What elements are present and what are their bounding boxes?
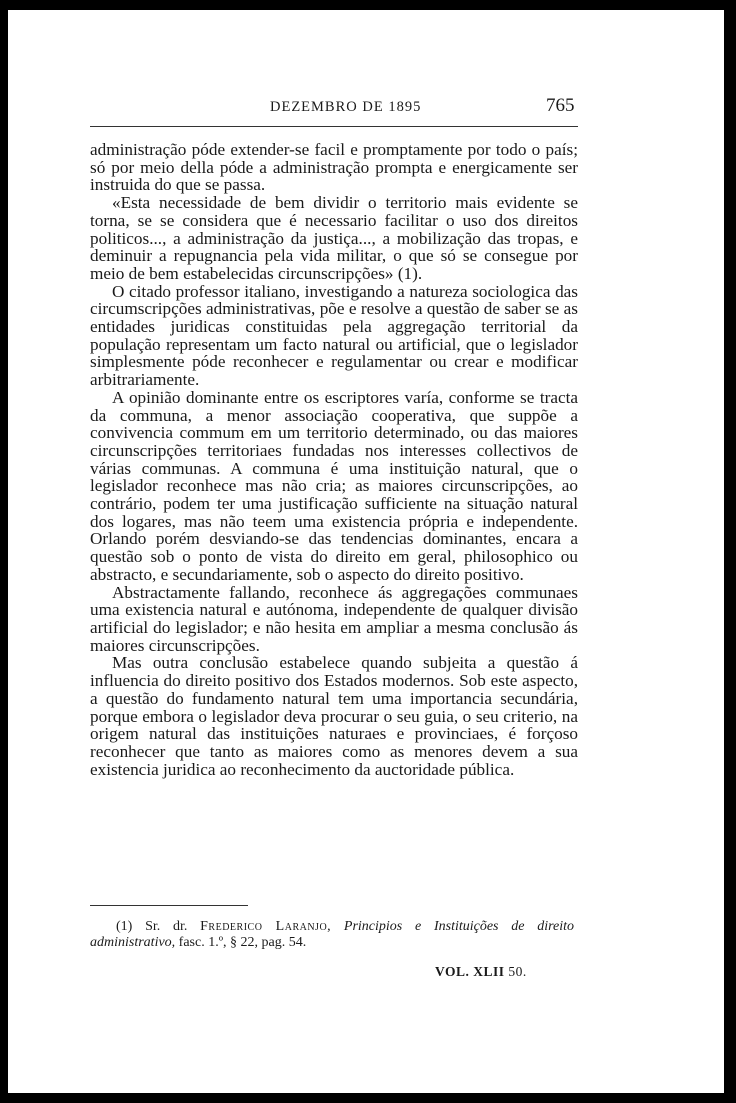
- paragraph: A opinião dominante entre os escriptores varía, conforme se tracta da communa, a menor associação cooperativa, que suppõe a convivencia commum em um territorio determinado, ou das maiores circunscripções territoriaes fundadas nos interesses collectivos de várias communas. A communa é uma instituição natural, que o legislador reconhece mas não cria; as maiores circunscripções, ao contrário, podem ter uma justificação sufficiente na situação natural dos logares, mas não teem uma existencia própria e independente. Orlando porém desviando-se das tendencias dominantes, encara a questão sob o ponto de vista do direito em geral, philosophico ou abstracto, e secundariamente, sob o aspecto do direito positivo.: [90, 387, 578, 584]
- book-page: [8, 10, 724, 1093]
- paragraph: administração póde extender-se facil e promptamente por todo o país; só por meio della póde a administração prompta e energicamente ser instruida do que se passa.: [90, 140, 578, 195]
- page-number: 765: [546, 95, 575, 116]
- volume-label: VOL. XLII: [435, 964, 505, 979]
- paragraph: Abstractamente fallando, reconhece ás aggregações communaes uma existencia natural e autónoma, independente de qualquer divisão artificial do legislador; e não hesita em ampliar a mesma conclusão ás maiores circunscripções.: [90, 582, 578, 655]
- paragraph: «Esta necessidade de bem dividir o territorio mais evidente se torna, se se considera que é necessario facilitar o uso dos direitos politicos..., a administração da justiça..., a mobilização das tropas, e deminuir a repugnancia pela vida militar, o que só se consegue por meio de bem estabelecidas circunscripções» (1).: [90, 193, 578, 283]
- main-text: [90, 141, 578, 778]
- footnote-rule: [90, 905, 248, 906]
- footnote-marker: (1) Sr. dr.: [116, 919, 188, 934]
- running-title: DEZEMBRO DE 1895: [270, 99, 422, 115]
- paragraph: Mas outra conclusão estabelece quando subjeita a questão á influencia do direito positivo dos Estados modernos. Sob este aspecto, a questão do fundamento natural tem uma importancia secundária, porque embora o legislador deva procurar o seu guia, o seu criterio, na origem natural das instituições naturaes e provinciaes, é forçoso reconhecer que tanto as maiores como as menores devem a sua existencia juridica ao reconhecimento da auctoridade pública.: [90, 653, 578, 779]
- footnote-reference: fasc. 1.º, § 22, pag. 54.: [178, 935, 307, 950]
- footnote-author: Frederico Laranjo,: [200, 919, 332, 934]
- footnote-work-title: Principios e Instituições de direito administrativo,: [90, 919, 575, 950]
- running-head: [8, 95, 724, 125]
- paragraph: O citado professor italiano, investigando a natureza sociologica das circumscripções administrativas, põe e resolve a questão de saber se as entidades juridicas constituidas pela aggregação territorial da população representam um facto natural ou artificial, que o legislador simplesmente póde reconhecer e regulamentar ou crear e modificar arbitrariamente.: [90, 281, 578, 390]
- header-rule: [90, 126, 578, 127]
- sheet-number: 50.: [508, 964, 527, 979]
- footnote: [90, 919, 574, 951]
- printer-signature: [435, 964, 527, 980]
